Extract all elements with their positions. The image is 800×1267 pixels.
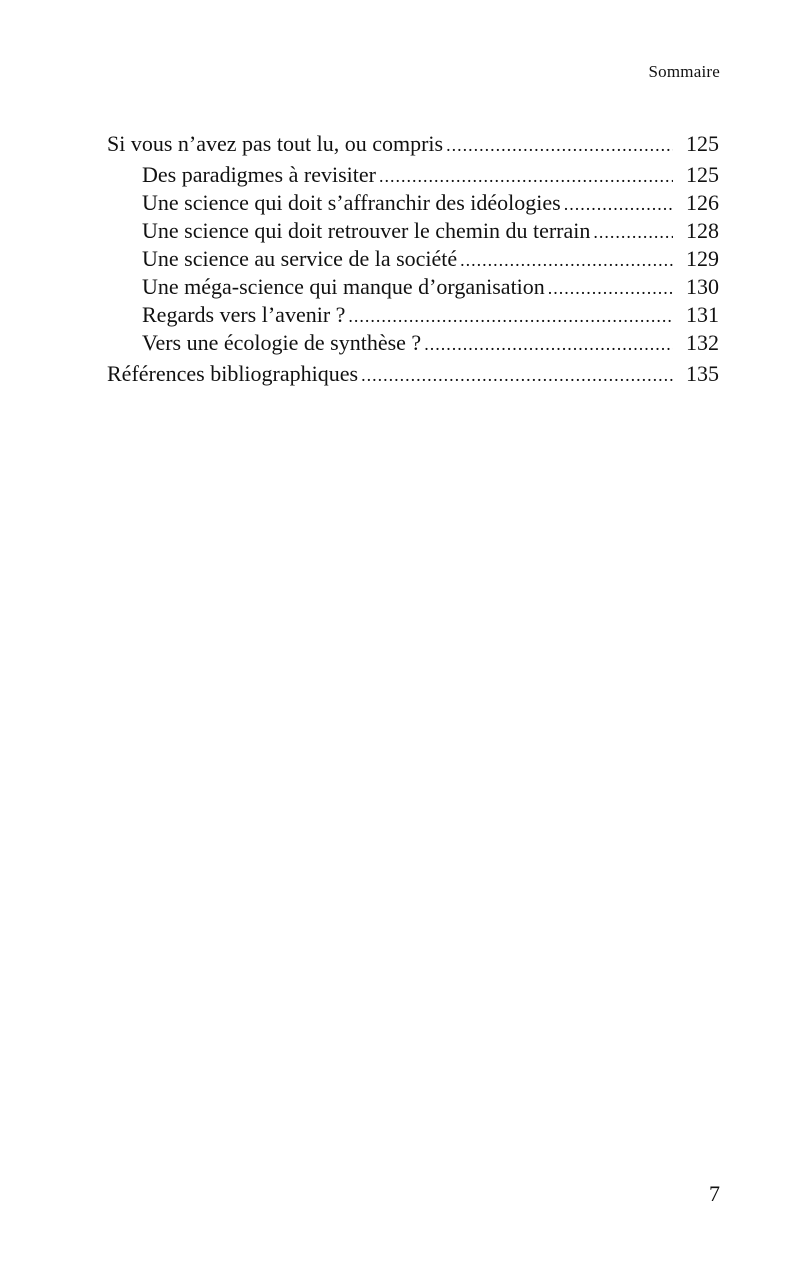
toc-entry-page: 132 <box>686 330 719 355</box>
dot-leader <box>348 302 673 330</box>
toc-entry <box>107 301 719 329</box>
toc-entry-title: Une science qui doit retrouver le chemin du terrain <box>142 218 591 243</box>
dot-leader <box>548 274 673 302</box>
dot-leader <box>564 190 673 218</box>
toc-entry <box>107 189 719 217</box>
toc-entry-title: Une science qui doit s’affranchir des idéologies <box>142 190 561 215</box>
page-number: 7 <box>709 1181 720 1206</box>
toc-entry-page: 135 <box>686 361 719 386</box>
dot-leader <box>446 131 673 159</box>
toc-entry-title: Vers une écologie de synthèse ? <box>142 330 422 355</box>
dot-leader <box>593 218 673 246</box>
toc-entry-page: 131 <box>686 302 719 327</box>
toc-entry-title: Une méga-science qui manque d’organisation <box>142 274 545 299</box>
toc-entry-title: Une science au service de la société <box>142 246 458 271</box>
dot-leader <box>379 162 673 190</box>
toc-entry <box>107 217 719 245</box>
running-head: Sommaire <box>648 62 720 81</box>
toc-entry-title: Si vous n’avez pas tout lu, ou compris <box>107 131 444 156</box>
toc-entry-page: 125 <box>686 162 719 187</box>
toc-entry-page: 128 <box>686 218 719 243</box>
toc-entry <box>107 360 719 388</box>
dot-leader <box>424 330 673 358</box>
dot-leader <box>460 246 673 274</box>
toc-entry-page: 130 <box>686 274 719 299</box>
toc-entry-page: 125 <box>686 131 719 156</box>
toc-entry <box>107 130 719 158</box>
table-of-contents <box>107 130 719 388</box>
toc-entry-page: 126 <box>686 190 719 215</box>
toc-entry <box>107 329 719 357</box>
toc-entry-title: Regards vers l’avenir ? <box>142 302 346 327</box>
toc-entry <box>107 273 719 301</box>
toc-entry-title: Références bibliographiques <box>107 361 359 386</box>
toc-entry-page: 129 <box>686 246 719 271</box>
toc-entry <box>107 245 719 273</box>
toc-entry-title: Des paradigmes à revisiter <box>142 162 376 187</box>
toc-entry <box>107 161 719 189</box>
dot-leader <box>361 361 673 389</box>
